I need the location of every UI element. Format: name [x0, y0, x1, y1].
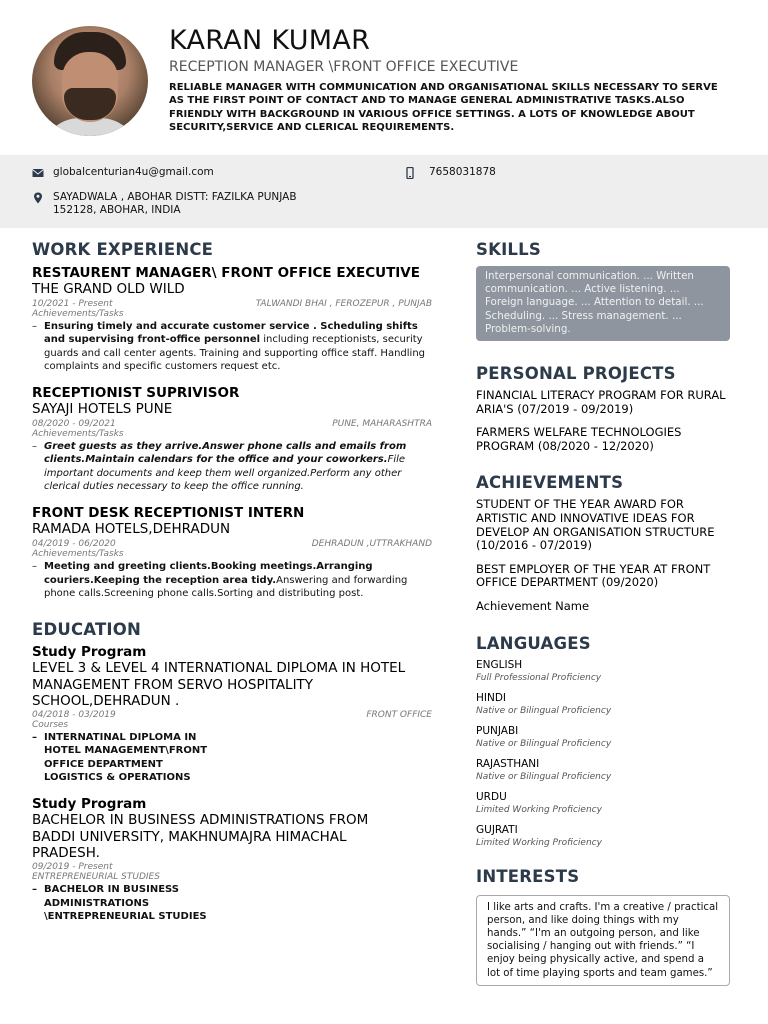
education-degree: Study Program: [32, 796, 147, 813]
job-bullet: [32, 320, 432, 373]
achievements-heading: ACHIEVEMENTS: [476, 473, 624, 493]
phone-number[interactable]: 7658031878: [429, 166, 496, 178]
education-name: BACHELOR IN BUSINESS ADMINISTRATIONS FROM BADDI UNIVERSITY, MAKHNUMAJRA HIMACHAL PRADESH.: [32, 812, 369, 861]
achievement-item: STUDENT OF THE YEAR AWARD FOR ARTISTIC AND INNOVATIVE IDEAS FOR DEVELOP AN ORGANISATION STRUCTURE (10/2016 - 07/2019): [476, 497, 715, 553]
job-subheading: Achievements/Tasks: [32, 429, 124, 440]
job-subheading: Achievements/Tasks: [32, 549, 124, 560]
skills-heading: SKILLS: [476, 240, 541, 259]
language-level: Native or Bilingual Proficiency: [476, 738, 612, 749]
job-company: THE GRAND OLD WILD: [32, 281, 185, 297]
language-item: [476, 791, 738, 816]
job-dates: 08/2020 - 09/2021: [32, 419, 116, 430]
education-dates: 09/2019 - Present: [32, 862, 113, 873]
profile-photo: [32, 26, 148, 136]
education-bullet: – BACHELOR IN BUSINESS ADMINISTRATIONS \ENTREPRENEURIAL STUDIES: [32, 883, 217, 923]
job-meta: [32, 539, 432, 549]
education-meta: [32, 862, 432, 872]
languages-heading: LANGUAGES: [476, 633, 591, 653]
achievement-item: BEST EMPLOYER OF THE YEAR AT FRONT OFFICE DEPARTMENT (09/2020): [476, 561, 711, 590]
job-title: FRONT DESK RECEPTIONIST INTERN: [32, 505, 305, 522]
language-level: Native or Bilingual Proficiency: [476, 771, 612, 782]
language-name: HINDI: [476, 691, 507, 704]
interests-heading: INTERESTS: [476, 866, 580, 886]
education-entry: [32, 796, 432, 923]
language-name: URDU: [476, 790, 507, 803]
mobile-phone-icon: [404, 167, 416, 179]
language-name: RAJASTHANI: [476, 757, 540, 770]
skills-box: Interpersonal communication. ... Written communication. ... Active listening. ... Foreign language. ... Attention to detail. ... Scheduling. ... Stress management. ... Problem-solving.: [476, 266, 730, 341]
job-bullet-bold: Meeting and greeting clients.Booking meetings.Arranging couriers.Keeping the reception area tidy.: [44, 561, 373, 586]
language-list: [476, 659, 738, 849]
language-level: Limited Working Proficiency: [476, 804, 602, 815]
job-bullet: [32, 440, 432, 493]
interests-box: I like arts and crafts. I'm a creative / practical person, and like doing things with my hands.” “I'm an outgoing person, and like socialising / hanging out with friends.” “I enjoy being physically active, and spend a lot of time playing sports and team games.”: [476, 895, 730, 986]
job-dates: 04/2019 - 06/2020: [32, 539, 116, 550]
language-name: GUJRATI: [476, 823, 518, 836]
address: [53, 191, 297, 217]
language-item: [476, 758, 738, 783]
job-bullet-bold: Greet guests as they arrive.Answer phone calls and emails from clients.Maintain calendars for the office and your coworkers.: [44, 441, 407, 466]
candidate-name: KARAN KUMAR: [169, 25, 371, 56]
education-heading: EDUCATION: [32, 620, 141, 640]
job-company: RAMADA HOTELS,DEHRADUN: [32, 521, 231, 538]
education-dates: 04/2018 - 03/2019: [32, 710, 116, 721]
left-column: [32, 240, 432, 923]
project-item: FINANCIAL LITERACY PROGRAM FOR RURAL ARIA'S (07/2019 - 09/2019): [476, 388, 726, 416]
language-item: [476, 725, 738, 750]
achievement-item: Achievement Name: [476, 598, 590, 613]
education-entry: [32, 644, 432, 784]
language-item: [476, 659, 738, 684]
professional-summary: RELIABLE MANAGER WITH COMMUNICATION AND ORGANISATIONAL SKILLS NECESSARY TO SERVE AS THE FIRST POINT OF CONTACT AND TO MANAGE GENERAL ADMINISTRATIVE TASKS.ALSO FRIENDLY WITH BACKGROUND IN VARIOUS OFFICE SETTINGS. A LOTS OF KNOWLEDGE ABOUT SECURITY,SERVICE AND CLERICAL REQUIREMENTS.: [169, 82, 718, 133]
language-name: PUNJABI: [476, 724, 519, 737]
job-bullet-text: including receptionists, security guards and call center agents. Training and supporting office staff. Handling complaints and specific customers request etc.: [44, 334, 426, 372]
location-pin-icon: [32, 192, 44, 204]
job-company: SAYAJI HOTELS PUNE: [32, 401, 173, 418]
job-dates: 10/2021 - Present: [32, 299, 113, 309]
resume-header: [0, 0, 768, 155]
address-line-2: 152128, ABOHAR, INDIA: [53, 204, 181, 216]
job-title: RECEPTIONIST SUPRIVISOR: [32, 385, 240, 402]
job-meta: [32, 299, 432, 309]
education-name: LEVEL 3 & LEVEL 4 INTERNATIONAL DIPLOMA IN HOTEL MANAGEMENT FROM SERVO HOSPITALITY SCHOOL,DEHRADUN .: [32, 660, 406, 709]
job-entry: [32, 265, 432, 373]
language-level: Native or Bilingual Proficiency: [476, 705, 612, 716]
education-subheading: Courses: [32, 720, 69, 731]
personal-projects-heading: PERSONAL PROJECTS: [476, 364, 676, 384]
education-bullet: – INTERNATINAL DIPLOMA IN HOTEL MANAGEMENT\FRONT OFFICE DEPARTMENT LOGISTICS & OPERATIONS: [32, 731, 217, 784]
job-subheading: Achievements/Tasks: [32, 309, 124, 319]
job-location: TALWANDI BHAI , FEROZEPUR , PUNJAB: [255, 299, 432, 309]
job-bullet-text: Answering and forwarding phone calls.Screening phone calls.Sorting and distributing post.: [44, 574, 408, 599]
education-degree: Study Program: [32, 644, 147, 661]
job-entry: [32, 385, 432, 493]
work-experience-heading: WORK EXPERIENCE: [32, 240, 214, 259]
envelope-icon: [32, 167, 44, 179]
job-bullet: [32, 560, 432, 600]
job-location: PUNE, MAHARASHTRA: [332, 419, 432, 430]
job-location: DEHRADUN ,UTTRAKHAND: [311, 539, 432, 550]
job-bullet-text: File important documents and keep them well organized.Perform any other clerical duties necessary to keep the office running.: [44, 454, 406, 493]
language-level: Full Professional Proficiency: [476, 672, 602, 683]
candidate-role: RECEPTION MANAGER \FRONT OFFICE EXECUTIVE: [169, 59, 519, 75]
language-item: [476, 692, 738, 717]
job-meta: [32, 419, 432, 429]
job-title: RESTAURENT MANAGER\ FRONT OFFICE EXECUTIVE: [32, 265, 420, 281]
language-name: ENGLISH: [476, 658, 523, 671]
education-meta: [32, 710, 432, 720]
project-item: FARMERS WELFARE TECHNOLOGIES PROGRAM (08/2020 - 12/2020): [476, 425, 682, 453]
language-level: Limited Working Proficiency: [476, 837, 602, 848]
education-location: FRONT OFFICE: [366, 710, 432, 721]
job-entry: [32, 505, 432, 600]
job-bullet-bold: Ensuring timely and accurate customer service . Scheduling shifts and supervising front-office personnel: [44, 321, 418, 346]
address-line-1: SAYADWALA , ABOHAR DISTT: FAZILKA PUNJAB: [53, 191, 297, 203]
email-link[interactable]: globalcenturian4u@gmail.com: [53, 166, 214, 178]
contact-section: [0, 155, 768, 228]
right-column: [476, 240, 738, 986]
language-item: [476, 824, 738, 849]
education-subheading: ENTREPRENEURIAL STUDIES: [32, 872, 160, 883]
